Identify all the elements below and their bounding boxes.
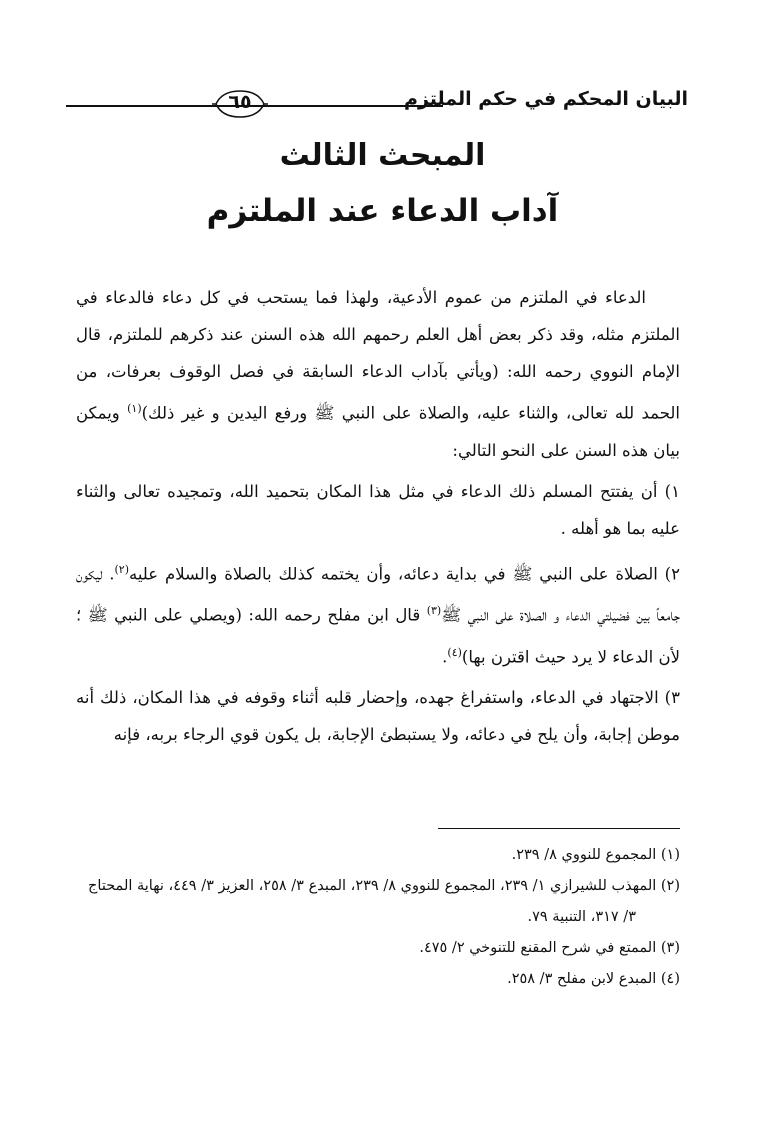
page-number-ornament <box>210 88 270 120</box>
header-rule <box>160 105 443 107</box>
body-text <box>76 279 680 757</box>
header-rule-left <box>66 105 198 107</box>
list-item: ١) أن يفتتح المسلم ذلك الدعاء في مثل هذا المكان بتحميد الله، وتمجيده تعالى والثناء عليه بما هو أهله . <box>76 481 680 538</box>
footnote-ref[interactable]: (٤) <box>447 645 462 659</box>
footnote: (٤) المبدع لابن مفلح ٣/ ٢٥٨. <box>507 971 680 987</box>
running-title: البيان المحكم في حكم الملتزم <box>404 88 688 110</box>
footnote: (١) المجموع للنووي ٨/ ٢٣٩. <box>511 847 680 863</box>
list-item: ٢) الصلاة على النبي ﷺ في بداية دعائه، وأن يختمه كذلك بالصلاة والسلام عليه$^{(٢)}$. ليكون جامعاً بين فضيلتي الدعاء و الصلاة على النبي ﷺ$^{(٣)}$ قال ابن مفلح رحمه الله: (ويصلي على النبي ﷺ ؛ لأن الدعاء لا يرد حيث اقترن بها)$^{(٤)}$. <box>76 562 681 666</box>
footnote-separator <box>438 828 680 829</box>
footnote-ref[interactable]: (٣) <box>426 604 442 617</box>
footnotes <box>76 840 680 995</box>
footnote: (٢) المهذب للشيرازي ١/ ٢٣٩، المجموع للنووي ٨/ ٢٣٩، المبدع ٣/ ٢٥٨، العزيز ٣/ ٤٤٩، نهاية المحتاج <box>88 878 680 894</box>
footnote-ref[interactable]: (١) <box>127 402 142 415</box>
footnote-ref[interactable]: (٢) <box>114 562 129 576</box>
footnote: (٣) الممتع في شرح المقنع للتنوخي ٢/ ٤٧٥. <box>419 940 680 956</box>
intro-paragraph: الدعاء في الملتزم من عموم الأدعية، ولهذا فما يستحب في كل دعاء فالدعاء في الملتزم مثله، وقد ذكر بعض أهل العلم رحمهم الله هذه السنن عند ذكرهم للملتزم، قال الإمام النووي رحمه الله: (ويأتي بآداب الدعاء السابقة في فصل الوقوف بعرفات، من الحمد لله تعالى، والثناء عليه، والصلاة على النبي ﷺ ورفع اليدين و غير ذلك)$^{(١)}$ ويمكن بيان هذه السنن على النحو التالي: <box>76 288 680 460</box>
section-subheading: آداب الدعاء عند الملتزم <box>206 193 559 229</box>
page-header <box>60 84 688 124</box>
footnote-continuation: ٣/ ٣١٧، التنبية ٧٩. <box>527 909 636 925</box>
page-number: ٦٥ <box>228 91 252 113</box>
list-item: ٣) الاجتهاد في الدعاء، واستفراغ جهده، وإحضار قلبه أثناء وقوفه في هذا المكان، ذلك أنه موطن إجابة، وأن يلح في دعائه، ولا يستبطئ الإجابة، بل يكون قوي الرجاء بربه، فإنه <box>76 688 680 744</box>
section-heading: المبحث الثالث <box>279 138 486 173</box>
